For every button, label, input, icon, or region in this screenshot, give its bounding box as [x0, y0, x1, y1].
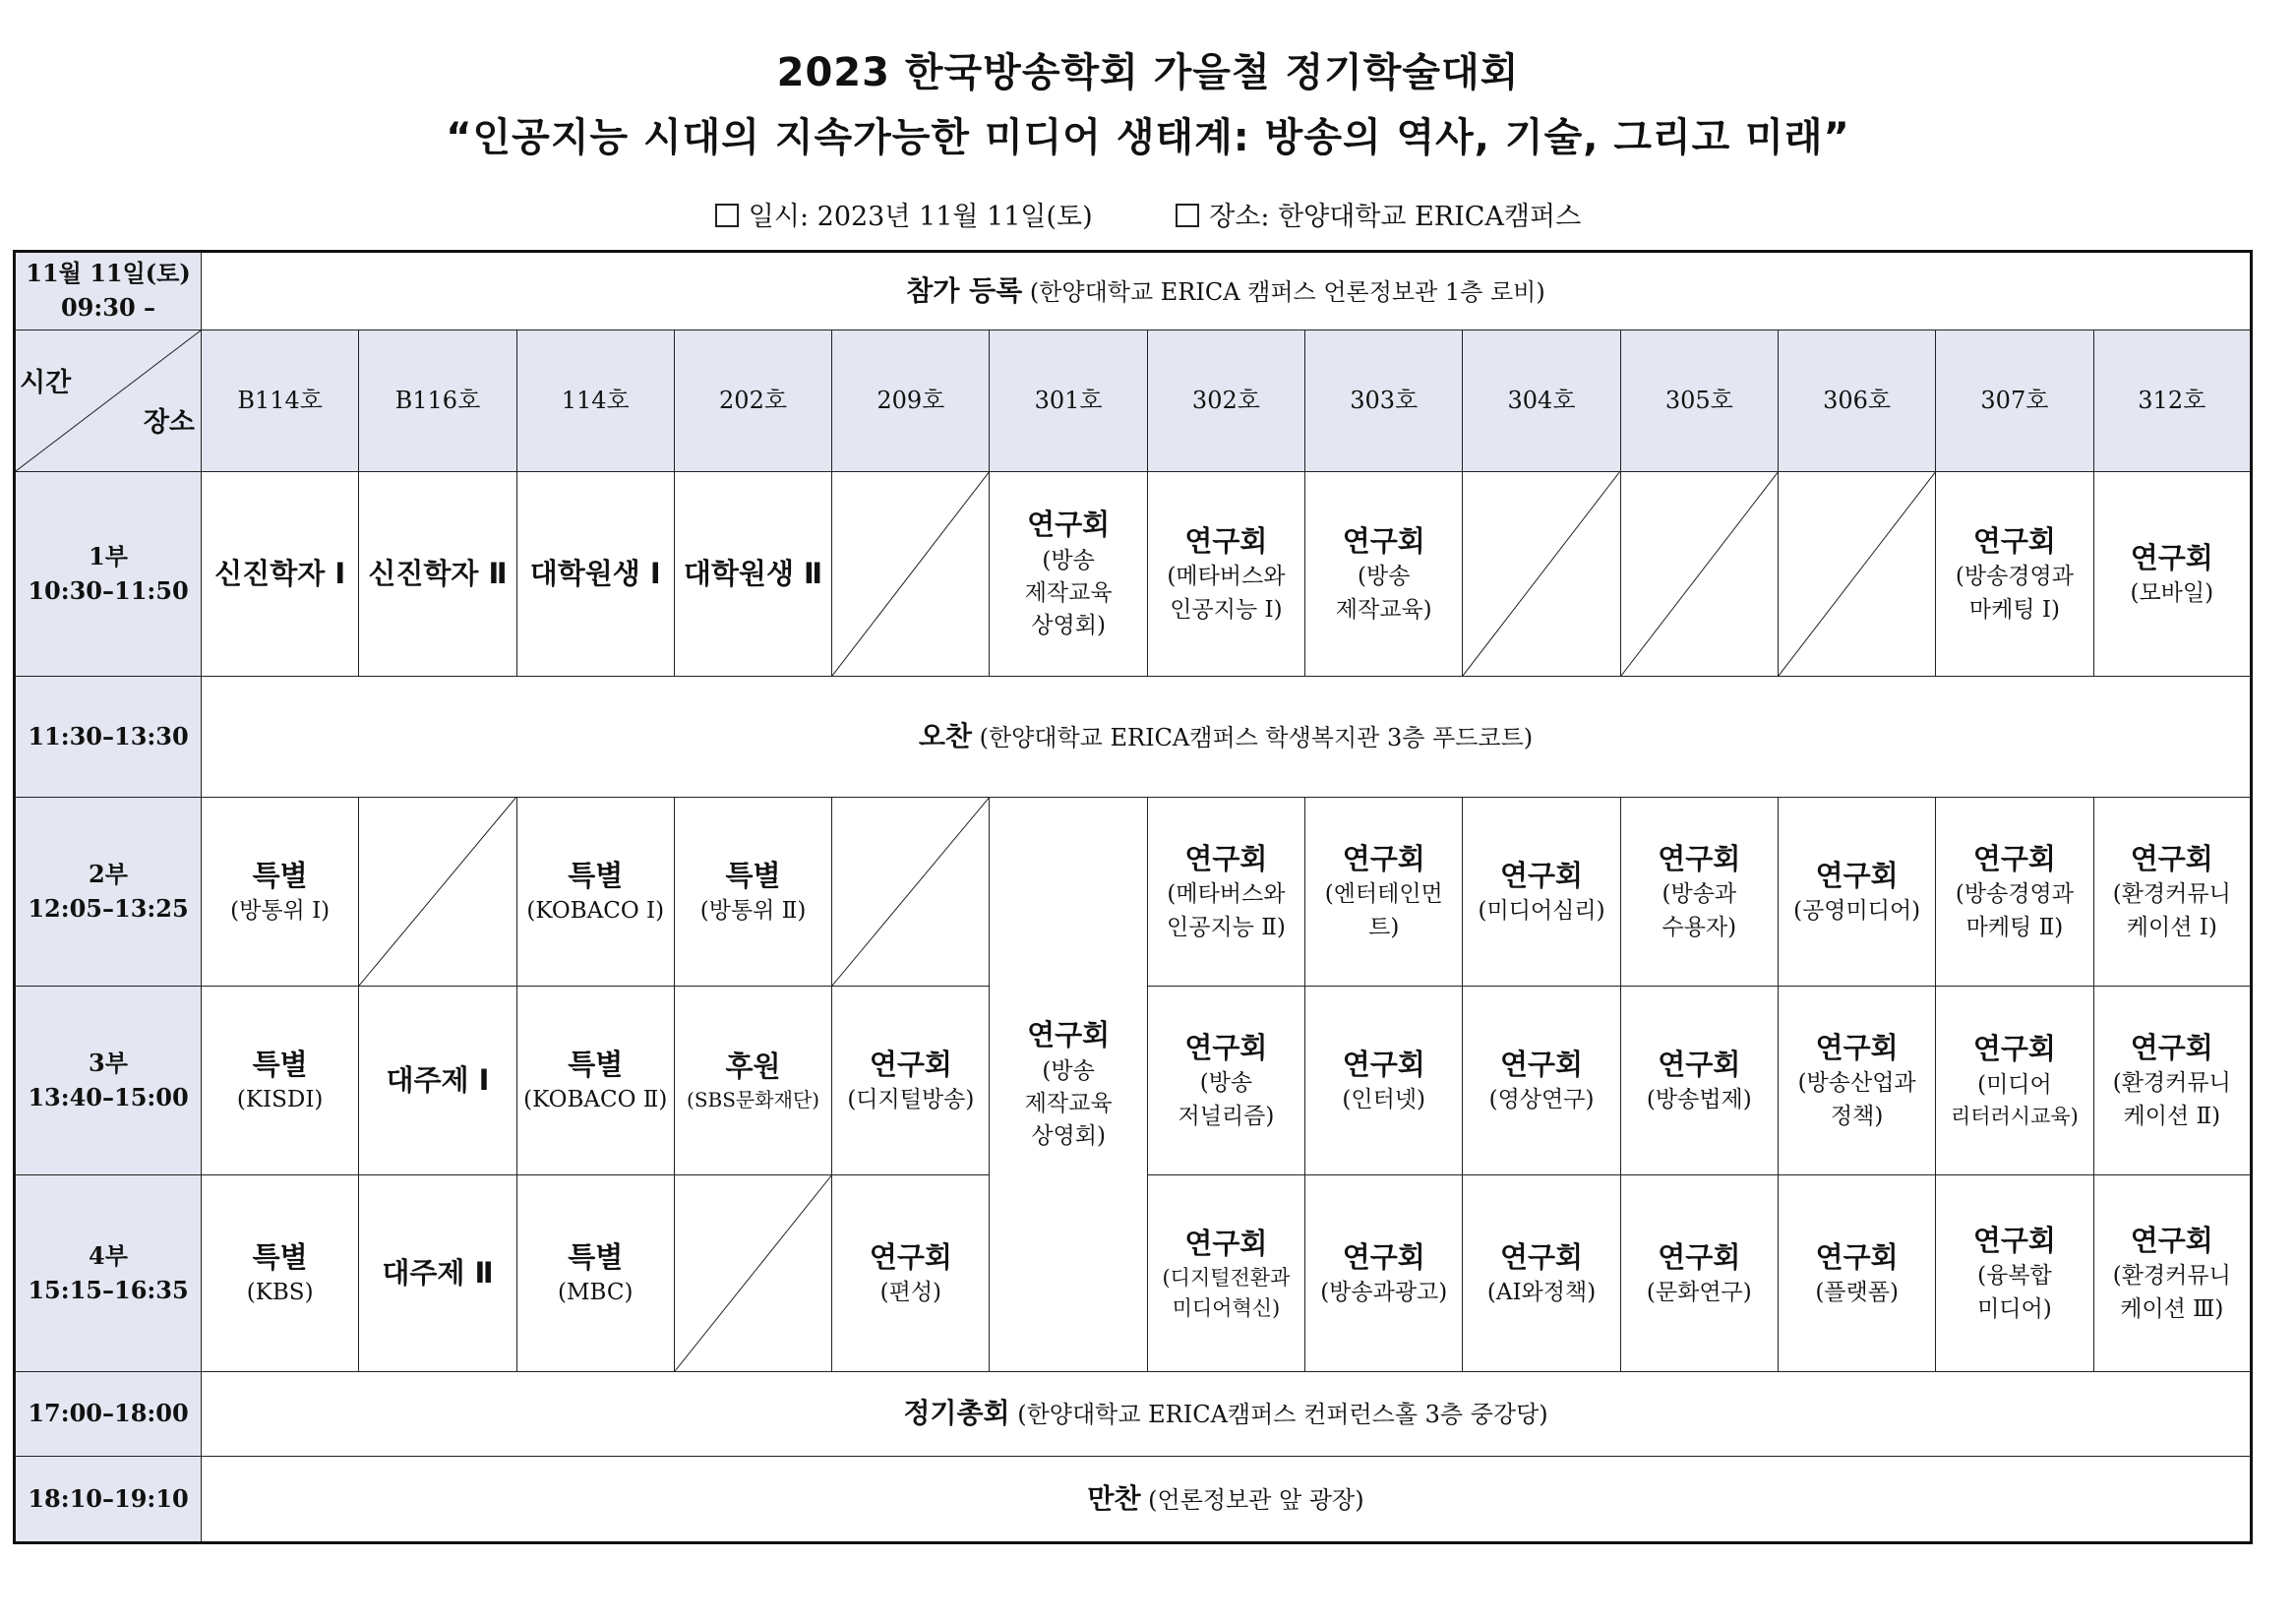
session-detail: (미디어 — [1977, 1071, 2052, 1098]
corner-time-label: 시간 — [20, 368, 72, 398]
session-title: 대학원생 Ⅰ — [529, 557, 661, 591]
session-detail: 상영회) — [1031, 613, 1106, 639]
session-cell — [832, 1175, 990, 1372]
session-detail: (방송과 — [1662, 881, 1737, 908]
session-cell — [1305, 987, 1463, 1175]
room-header: 304호 — [1463, 330, 1620, 472]
diagonal-slash — [832, 472, 989, 676]
session-detail: 마케팅 Ⅱ) — [1965, 914, 2064, 940]
empty-slot — [674, 1175, 831, 1372]
session-detail: (방송 — [1042, 1057, 1095, 1084]
session-title: 연구회 — [1972, 523, 2056, 558]
session-title: 연구회 — [1972, 1223, 2056, 1257]
session-detail: 인공지능 Ⅱ) — [1167, 914, 1286, 940]
room-301-continuous-session — [990, 1015, 1147, 1154]
diagonal-slash — [359, 798, 515, 986]
date-info — [715, 202, 1093, 232]
session-title: 연구회 — [1342, 523, 1425, 558]
session-cell — [2093, 1175, 2251, 1372]
session-title: 연구회 — [1184, 841, 1268, 875]
session-cell — [674, 987, 831, 1175]
session-detail: 미디어혁신) — [1172, 1295, 1281, 1320]
session-label: 1부 — [89, 541, 128, 570]
event-info — [0, 195, 2296, 233]
session-detail: 마케팅 Ⅰ) — [1968, 596, 2060, 623]
session-time: 12:05–13:25 — [28, 893, 189, 923]
session-cell — [1620, 1175, 1778, 1372]
session-cell — [359, 987, 516, 1175]
session-title: 특별 — [568, 1239, 624, 1274]
session-cell — [1936, 1175, 2093, 1372]
session-detail: (방송산업과 — [1797, 1070, 1916, 1097]
session-4-time — [15, 1175, 202, 1372]
session-1-time — [15, 472, 202, 677]
session-title: 연구회 — [1500, 1239, 1584, 1274]
session-cell — [202, 1175, 359, 1372]
session-title: 연구회 — [1184, 1030, 1268, 1064]
lunch-row — [15, 677, 2252, 798]
diagonal-slash — [832, 798, 989, 986]
diagonal-slash — [1779, 472, 1935, 676]
session-detail: (메타버스와 — [1167, 564, 1286, 590]
session-detail: (영상연구) — [1488, 1087, 1595, 1113]
session-cell — [1463, 1175, 1620, 1372]
session-detail: 제작교육 — [1024, 580, 1113, 607]
session-cell — [359, 1175, 516, 1372]
session-3-time — [15, 987, 202, 1175]
session-title: 후원 — [725, 1049, 781, 1083]
session-detail: (문화연구) — [1646, 1280, 1752, 1306]
session-cell — [1936, 472, 2093, 677]
session-detail: (MBC) — [558, 1280, 634, 1306]
session-title: 대주제 Ⅰ — [386, 1063, 490, 1098]
session-detail: (모바일) — [2130, 580, 2214, 607]
session-detail: (메타버스와 — [1167, 881, 1286, 908]
session-detail: (방송경영과 — [1955, 564, 2074, 590]
session-detail: (방송 — [1358, 564, 1411, 590]
session-cell — [1620, 987, 1778, 1175]
empty-slot — [1620, 472, 1778, 677]
session-1-row — [15, 472, 2252, 677]
session-detail: 정책) — [1830, 1103, 1884, 1129]
session-2-time — [15, 798, 202, 987]
session-cell — [674, 798, 831, 987]
registration-row — [15, 252, 2252, 330]
session-detail: (AI와정책) — [1486, 1280, 1597, 1306]
session-cell — [1147, 1175, 1304, 1372]
session-title: 연구회 — [1972, 1032, 2056, 1066]
session-detail: (디지털방송) — [847, 1087, 975, 1113]
registration-cell — [202, 252, 2252, 330]
session-title: 연구회 — [1658, 1239, 1741, 1274]
session-cell — [1305, 798, 1463, 987]
session-detail: 제작교육) — [1335, 596, 1432, 623]
session-detail: (환경커뮤니 — [2112, 1263, 2231, 1290]
session-cell — [359, 472, 516, 677]
dinner-label: 만찬 — [1087, 1481, 1141, 1515]
session-cell — [516, 798, 674, 987]
corner-place-label: 장소 — [143, 407, 195, 438]
session-title: 연구회 — [1342, 841, 1425, 875]
diagonal-slash — [1463, 472, 1619, 676]
checkbox-square-icon — [715, 204, 739, 227]
lunch-detail: (한양대학교 ERICA캠퍼스 학생복지관 3층 푸드코트) — [979, 723, 1534, 751]
general-meeting-time: 17:00–18:00 — [15, 1372, 202, 1457]
session-title: 연구회 — [1027, 508, 1111, 542]
room-header: 114호 — [516, 330, 674, 472]
session-title: 연구회 — [1815, 1030, 1899, 1064]
room-header: 209호 — [832, 330, 990, 472]
session-cell — [1463, 798, 1620, 987]
session-detail: 리터러시교육) — [1950, 1105, 2079, 1129]
session-cell — [1936, 798, 2093, 987]
time-place-corner — [15, 330, 202, 472]
session-cell — [1463, 987, 1620, 1175]
session-cell — [990, 472, 1147, 677]
session-2-row — [15, 798, 2252, 987]
session-cell — [674, 472, 831, 677]
session-label: 3부 — [89, 1048, 128, 1077]
session-detail: (방송과광고) — [1320, 1280, 1448, 1306]
session-detail: 제작교육 — [1024, 1090, 1113, 1116]
session-cell — [516, 472, 674, 677]
session-time: 15:15–16:35 — [28, 1275, 189, 1304]
session-detail: (융복합 — [1977, 1263, 2052, 1290]
session-cell — [202, 987, 359, 1175]
page-subtitle: “인공지능 시대의 지속가능한 미디어 생태계: 방송의 역사, 기술, 그리고 미래” — [446, 115, 1850, 160]
session-label: 2부 — [89, 859, 128, 888]
session-title: 연구회 — [2130, 1223, 2213, 1257]
session-title: 연구회 — [1500, 1047, 1584, 1081]
session-title: 연구회 — [2130, 540, 2213, 574]
session-cell — [202, 798, 359, 987]
session-detail: (엔터테인먼 — [1324, 881, 1443, 908]
room-header: B114호 — [202, 330, 359, 472]
diagonal-slash — [1621, 472, 1778, 676]
session-title: 연구회 — [1184, 523, 1268, 558]
room-header: 202호 — [674, 330, 831, 472]
session-detail: 미디어) — [1977, 1295, 2052, 1322]
session-detail: 저널리즘) — [1178, 1103, 1275, 1129]
general-meeting-row — [15, 1372, 2252, 1457]
room-header: 302호 — [1147, 330, 1304, 472]
session-title: 특별 — [568, 1047, 624, 1081]
registration-detail: (한양대학교 ERICA 캠퍼스 언론정보관 1층 로비) — [1029, 277, 1545, 306]
session-detail: (디지털전환과 — [1162, 1266, 1291, 1291]
session-detail: 케이션 Ⅱ) — [2123, 1103, 2221, 1129]
lunch-time: 11:30–13:30 — [15, 677, 202, 798]
schedule-table — [13, 250, 2253, 1544]
session-title: 연구회 — [1500, 858, 1584, 892]
session-detail: (SBS문화재단) — [687, 1088, 820, 1112]
session-title: 연구회 — [1027, 1018, 1111, 1051]
session-time: 10:30–11:50 — [28, 575, 189, 605]
session-title: 신진학자 Ⅰ — [214, 557, 346, 591]
session-cell — [1305, 1175, 1463, 1372]
session-title: 신진학자 Ⅱ — [368, 557, 508, 591]
place-info — [1176, 202, 1581, 232]
session-cell — [2093, 798, 2251, 987]
session-detail: (환경커뮤니 — [2112, 881, 2231, 908]
session-detail: (KOBACO Ⅱ) — [523, 1087, 668, 1113]
session-title: 연구회 — [869, 1047, 952, 1081]
session-cell — [2093, 987, 2251, 1175]
room-header: 307호 — [1936, 330, 2093, 472]
room-header-row — [15, 330, 2252, 472]
page-title: 2023 한국방송학회 가을철 정기학술대회 — [776, 50, 1520, 95]
session-title: 특별 — [252, 858, 308, 892]
dinner-time: 18:10–19:10 — [15, 1457, 202, 1543]
session-cell — [1147, 987, 1304, 1175]
place-text: 장소: 한양대학교 ERICA캠퍼스 — [1209, 202, 1582, 232]
session-title: 대학원생 Ⅱ — [683, 557, 823, 591]
room-header: 306호 — [1778, 330, 1935, 472]
general-meeting-cell — [202, 1372, 2252, 1457]
empty-slot — [1778, 472, 1935, 677]
session-title: 연구회 — [869, 1239, 952, 1274]
session-cell — [1778, 987, 1935, 1175]
room-header: B116호 — [359, 330, 516, 472]
session-detail: 수용자) — [1662, 914, 1737, 940]
session-cell — [1778, 1175, 1935, 1372]
session-cell — [1147, 798, 1304, 987]
session-detail: (플랫폼) — [1815, 1280, 1899, 1306]
empty-slot — [832, 798, 990, 987]
session-detail: (방송법제) — [1646, 1087, 1752, 1113]
date-line: 11월 11일(토) — [26, 259, 191, 288]
general-meeting-detail: (한양대학교 ERICA캠퍼스 컨퍼런스홀 3층 중강당) — [1017, 1401, 1548, 1429]
session-title: 연구회 — [1342, 1047, 1425, 1081]
session-detail: (방송 — [1199, 1070, 1253, 1097]
empty-slot — [1463, 472, 1620, 677]
session-title: 연구회 — [1815, 1239, 1899, 1274]
lunch-label: 오찬 — [918, 719, 972, 752]
session-cell — [1936, 987, 2093, 1175]
lunch-cell — [202, 677, 2252, 798]
session-detail: (인터넷) — [1342, 1087, 1426, 1113]
session-title: 연구회 — [2130, 1030, 2213, 1064]
empty-slot — [832, 472, 990, 677]
session-detail: (공영미디어) — [1793, 898, 1921, 925]
session-cell — [516, 1175, 674, 1372]
date-text: 일시: 2023년 11월 11일(토) — [748, 202, 1093, 232]
session-title: 연구회 — [1658, 1047, 1741, 1081]
session-cell — [1147, 472, 1304, 677]
session-title: 특별 — [252, 1047, 308, 1081]
session-detail: (방통위 Ⅱ) — [699, 898, 807, 925]
room-header: 305호 — [1620, 330, 1778, 472]
session-cell — [1778, 798, 1935, 987]
session-title: 특별 — [252, 1239, 308, 1274]
session-detail: (환경커뮤니 — [2112, 1070, 2231, 1097]
session-detail: (편성) — [879, 1280, 942, 1306]
session-label: 4부 — [89, 1240, 128, 1270]
start-time: 09:30 – — [60, 293, 155, 322]
session-detail: (KBS) — [246, 1280, 314, 1306]
session-detail: 상영회) — [1031, 1123, 1106, 1150]
session-detail: 케이션 Ⅲ) — [2120, 1295, 2224, 1322]
session-detail: 케이션 Ⅰ) — [2126, 914, 2217, 940]
diagonal-slash — [675, 1175, 831, 1371]
session-title: 연구회 — [2130, 841, 2213, 875]
session-title: 특별 — [725, 858, 781, 892]
empty-slot — [359, 798, 516, 987]
session-time: 13:40–15:00 — [28, 1082, 189, 1111]
session-cell — [832, 987, 990, 1175]
session-detail: (미디어심리) — [1478, 898, 1605, 925]
dinner-cell — [202, 1457, 2252, 1543]
session-detail: (방통위 Ⅰ) — [230, 898, 331, 925]
room-header: 312호 — [2093, 330, 2251, 472]
session-detail: 트) — [1368, 914, 1400, 940]
date-cell — [15, 252, 202, 330]
dinner-row — [15, 1457, 2252, 1543]
session-title: 연구회 — [1972, 841, 2056, 875]
checkbox-square-icon — [1176, 204, 1199, 227]
session-cell — [1305, 472, 1463, 677]
general-meeting-label: 정기총회 — [903, 1397, 1010, 1430]
session-detail: (KISDI) — [236, 1087, 324, 1113]
session-cell — [2093, 472, 2251, 677]
session-title: 연구회 — [1658, 841, 1741, 875]
session-detail: (방송경영과 — [1955, 881, 2074, 908]
session-cell — [202, 472, 359, 677]
session-title: 특별 — [568, 858, 624, 892]
session-detail: (KOBACO Ⅰ) — [526, 898, 665, 925]
session-title: 연구회 — [1184, 1226, 1268, 1260]
session-detail: 인공지능 Ⅰ) — [1170, 596, 1283, 623]
room-header: 301호 — [990, 330, 1147, 472]
room-header: 303호 — [1305, 330, 1463, 472]
session-title: 대주제 Ⅱ — [382, 1256, 494, 1291]
session-cell — [516, 987, 674, 1175]
session-cell — [1620, 798, 1778, 987]
session-detail: (방송 — [1042, 547, 1095, 573]
session-title: 연구회 — [1815, 858, 1899, 892]
session-title: 연구회 — [1342, 1239, 1425, 1274]
dinner-detail: (언론정보관 앞 광장) — [1148, 1485, 1364, 1514]
registration-label: 참가 등록 — [906, 273, 1023, 307]
